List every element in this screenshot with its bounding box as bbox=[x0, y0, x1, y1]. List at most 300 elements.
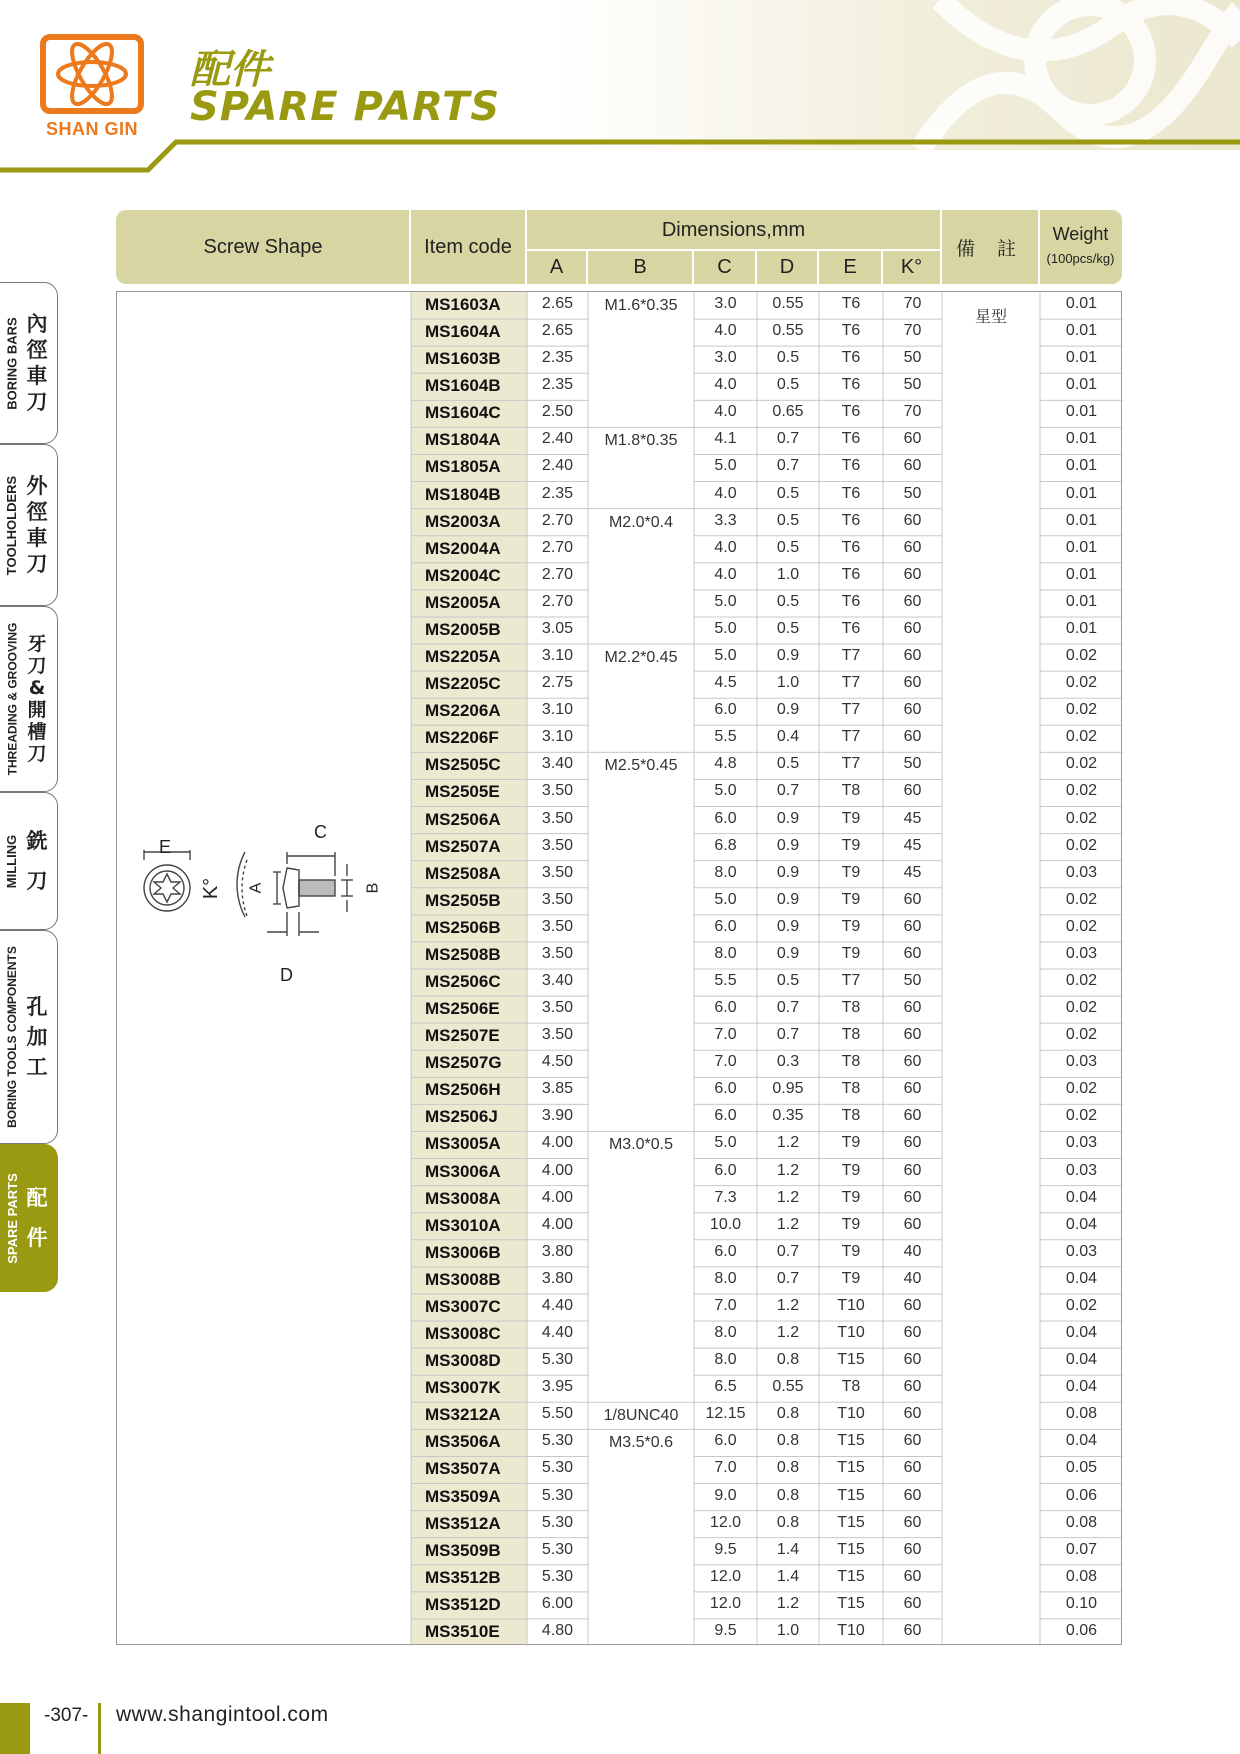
cell-e: T9 bbox=[841, 944, 861, 962]
table-row bbox=[117, 834, 1123, 861]
item-code: MS3212A bbox=[425, 1405, 501, 1425]
cell-a: 2.35 bbox=[541, 349, 574, 367]
cell-weight: 0.01 bbox=[1065, 565, 1098, 583]
item-code: MS3512B bbox=[425, 1567, 501, 1587]
cell-d: 1.0 bbox=[776, 1621, 800, 1639]
cell-weight: 0.05 bbox=[1065, 1459, 1098, 1477]
cell-a: 4.40 bbox=[541, 1324, 574, 1342]
cell-weight: 0.01 bbox=[1065, 403, 1098, 421]
cell-weight: 0.01 bbox=[1065, 484, 1098, 502]
cell-a: 2.70 bbox=[541, 538, 574, 556]
item-code: MS2004A bbox=[425, 538, 501, 558]
cell-weight: 0.02 bbox=[1065, 1296, 1098, 1314]
cell-a: 3.50 bbox=[541, 809, 574, 827]
cell-weight: 0.01 bbox=[1065, 322, 1098, 340]
cell-d: 1.2 bbox=[776, 1324, 800, 1342]
cell-c: 4.5 bbox=[714, 674, 737, 692]
cell-c: 7.0 bbox=[714, 1053, 737, 1071]
cell-k: 60 bbox=[903, 1567, 922, 1585]
cell-e: T15 bbox=[837, 1432, 865, 1450]
item-code: MS2005B bbox=[425, 619, 501, 639]
cell-c: 4.0 bbox=[714, 322, 737, 340]
cell-weight: 0.02 bbox=[1065, 701, 1098, 719]
cell-k: 60 bbox=[903, 1594, 922, 1612]
cell-e: T10 bbox=[837, 1296, 865, 1314]
cell-k: 60 bbox=[903, 1432, 922, 1450]
table-row bbox=[117, 1456, 1123, 1483]
side-tab-label-cn: 銑刀 bbox=[26, 829, 48, 893]
cell-e: T6 bbox=[841, 322, 861, 340]
cell-weight: 0.02 bbox=[1065, 782, 1098, 800]
cell-e: T7 bbox=[841, 755, 861, 773]
cell-a: 3.50 bbox=[541, 944, 574, 962]
cell-weight: 0.04 bbox=[1065, 1269, 1098, 1287]
cell-d: 0.3 bbox=[776, 1053, 800, 1071]
cell-d: 1.4 bbox=[776, 1567, 800, 1585]
cell-weight: 0.04 bbox=[1065, 1351, 1098, 1369]
side-tab-threading[interactable] bbox=[0, 606, 58, 792]
side-tab-boring-components[interactable] bbox=[0, 930, 58, 1144]
cell-d: 1.2 bbox=[776, 1161, 800, 1179]
cell-e: T9 bbox=[841, 1188, 861, 1206]
cell-d: 0.8 bbox=[776, 1405, 800, 1423]
item-code: MS2506J bbox=[425, 1107, 498, 1127]
cell-k: 40 bbox=[903, 1242, 922, 1260]
item-code: MS2506E bbox=[425, 999, 500, 1019]
cell-d: 0.5 bbox=[776, 619, 800, 637]
cell-c: 7.0 bbox=[714, 1459, 737, 1477]
footer-divider bbox=[98, 1703, 101, 1754]
cell-d: 0.5 bbox=[776, 511, 800, 529]
cell-e: T8 bbox=[841, 1107, 861, 1125]
cell-a: 4.00 bbox=[541, 1161, 574, 1179]
cell-k: 50 bbox=[903, 972, 922, 989]
table-row bbox=[117, 1321, 1123, 1348]
cell-b-thread: M1.8*0.35 bbox=[604, 432, 678, 450]
cell-k: 60 bbox=[903, 1324, 922, 1342]
cell-weight: 0.01 bbox=[1065, 538, 1098, 556]
cell-b-thread: 1/8UNC40 bbox=[603, 1407, 679, 1425]
cell-k: 60 bbox=[903, 1459, 922, 1477]
cell-k: 70 bbox=[903, 322, 922, 340]
cell-a: 5.30 bbox=[541, 1513, 574, 1531]
cell-a: 3.10 bbox=[541, 701, 574, 719]
cell-e: T6 bbox=[841, 457, 861, 475]
cell-weight: 0.04 bbox=[1065, 1378, 1098, 1396]
cell-d: 0.8 bbox=[776, 1513, 800, 1531]
cell-c: 8.0 bbox=[714, 1324, 737, 1342]
col-e: E bbox=[843, 255, 857, 278]
cell-weight: 0.07 bbox=[1065, 1540, 1098, 1558]
cell-k: 60 bbox=[903, 619, 922, 637]
cell-weight: 0.03 bbox=[1065, 863, 1098, 881]
item-code: MS2508A bbox=[425, 863, 501, 883]
cell-c: 6.5 bbox=[714, 1378, 737, 1396]
cell-k: 60 bbox=[903, 1107, 922, 1125]
cell-a: 3.50 bbox=[541, 863, 574, 881]
table-row bbox=[117, 617, 1123, 644]
item-code: MS2505E bbox=[425, 782, 500, 802]
cell-a: 3.80 bbox=[541, 1269, 574, 1287]
cell-d: 0.9 bbox=[776, 701, 800, 719]
cell-c: 6.0 bbox=[714, 1080, 737, 1098]
cell-weight: 0.02 bbox=[1065, 755, 1098, 773]
table-row bbox=[117, 807, 1123, 834]
table-row bbox=[117, 319, 1123, 346]
diagram-label-k: K° bbox=[200, 877, 223, 900]
item-code: MS3507A bbox=[425, 1459, 501, 1479]
col-item-code: Item code bbox=[424, 235, 512, 258]
cell-a: 5.30 bbox=[541, 1567, 574, 1585]
cell-b-thread: M2.0*0.4 bbox=[608, 513, 674, 531]
cell-k: 60 bbox=[903, 1351, 922, 1369]
table-row bbox=[117, 482, 1123, 509]
page-number: -307- bbox=[44, 1705, 89, 1726]
table-row bbox=[117, 671, 1123, 698]
cell-b-thread: M2.2*0.45 bbox=[604, 649, 678, 667]
col-c: C bbox=[717, 255, 732, 278]
table-row bbox=[117, 1186, 1123, 1213]
cell-k: 40 bbox=[903, 1269, 922, 1287]
cell-d: 0.65 bbox=[772, 403, 804, 421]
cell-e: T9 bbox=[841, 1215, 861, 1233]
cell-d: 0.8 bbox=[776, 1459, 800, 1477]
cell-c: 6.0 bbox=[714, 1161, 737, 1179]
cell-a: 5.30 bbox=[541, 1486, 574, 1504]
cell-weight: 0.02 bbox=[1065, 999, 1098, 1017]
cell-a: 3.50 bbox=[541, 917, 574, 935]
cell-k: 60 bbox=[903, 944, 922, 962]
cell-c: 4.0 bbox=[714, 376, 737, 394]
cell-a: 5.30 bbox=[541, 1540, 574, 1558]
cell-a: 3.90 bbox=[541, 1107, 574, 1125]
col-weight: Weight bbox=[1052, 223, 1109, 244]
cell-k: 60 bbox=[903, 890, 922, 908]
cell-d: 0.7 bbox=[776, 457, 800, 475]
cell-k: 60 bbox=[903, 1540, 922, 1558]
cell-k: 60 bbox=[903, 1621, 922, 1639]
cell-e: T15 bbox=[837, 1513, 865, 1531]
cell-d: 0.7 bbox=[776, 1026, 800, 1044]
table-row bbox=[117, 1511, 1123, 1538]
cell-weight: 0.04 bbox=[1065, 1188, 1098, 1206]
col-screw-shape: Screw Shape bbox=[203, 235, 323, 258]
cell-a: 3.50 bbox=[541, 782, 574, 800]
cell-c: 4.0 bbox=[714, 403, 737, 421]
table-row bbox=[117, 1077, 1123, 1104]
cell-k: 60 bbox=[903, 782, 922, 800]
cell-c: 6.8 bbox=[714, 836, 737, 854]
cell-e: T7 bbox=[841, 972, 861, 989]
item-code: MS2507E bbox=[425, 1026, 500, 1046]
cell-c: 4.0 bbox=[714, 538, 737, 556]
cell-d: 0.5 bbox=[776, 376, 800, 394]
table-row bbox=[117, 725, 1123, 752]
cell-d: 0.7 bbox=[776, 782, 800, 800]
item-code: MS2004C bbox=[425, 565, 501, 585]
cell-c: 5.0 bbox=[714, 457, 737, 475]
cell-weight: 0.01 bbox=[1065, 376, 1098, 394]
item-code: MS2508B bbox=[425, 944, 501, 964]
item-code: MS3007K bbox=[425, 1378, 501, 1398]
cell-c: 8.0 bbox=[714, 1351, 737, 1369]
table-row bbox=[117, 346, 1123, 373]
item-code: MS3007C bbox=[425, 1296, 501, 1316]
cell-e: T7 bbox=[841, 728, 861, 746]
table-row bbox=[117, 454, 1123, 481]
cell-k: 60 bbox=[903, 1513, 922, 1531]
cell-c: 6.0 bbox=[714, 999, 737, 1017]
cell-a: 3.50 bbox=[541, 999, 574, 1017]
cell-c: 6.0 bbox=[714, 809, 737, 827]
item-code: MS3008A bbox=[425, 1188, 501, 1208]
side-tab-label-cn: 孔加工 bbox=[26, 995, 48, 1079]
table-row bbox=[117, 1213, 1123, 1240]
item-code: MS2205C bbox=[425, 674, 501, 694]
diagram-label-a: A bbox=[247, 882, 265, 894]
cell-weight: 0.01 bbox=[1065, 349, 1098, 367]
cell-c: 5.5 bbox=[714, 728, 737, 746]
table-row bbox=[117, 1484, 1123, 1511]
cell-d: 0.7 bbox=[776, 1269, 800, 1287]
cell-c: 5.0 bbox=[714, 782, 737, 800]
cell-c: 10.0 bbox=[709, 1215, 742, 1233]
cell-weight: 0.03 bbox=[1065, 1053, 1098, 1071]
cell-a: 3.50 bbox=[541, 890, 574, 908]
cell-c: 4.0 bbox=[714, 484, 737, 502]
table-row bbox=[117, 779, 1123, 806]
col-k: K° bbox=[900, 255, 923, 278]
cell-weight: 0.02 bbox=[1065, 890, 1098, 908]
cell-k: 60 bbox=[903, 999, 922, 1017]
cell-k: 50 bbox=[903, 755, 922, 773]
item-code: MS2507A bbox=[425, 836, 501, 856]
col-dimensions: Dimensions,mm bbox=[661, 218, 806, 241]
item-code: MS1805A bbox=[425, 457, 501, 477]
cell-d: 0.7 bbox=[776, 999, 800, 1017]
cell-k: 60 bbox=[903, 1080, 922, 1098]
item-code: MS3008C bbox=[425, 1324, 501, 1344]
cell-weight: 0.02 bbox=[1065, 917, 1098, 935]
side-tab-label-cn: 內徑車刀 bbox=[26, 312, 48, 414]
cell-a: 3.85 bbox=[541, 1080, 574, 1098]
col-remark: 備 註 bbox=[955, 237, 1025, 260]
table-body bbox=[116, 291, 1122, 1645]
cell-a: 3.10 bbox=[541, 647, 574, 665]
col-weight-unit: (100pcs/kg) bbox=[1046, 250, 1115, 266]
side-tab-label: BORING BARS bbox=[4, 316, 20, 410]
cell-weight: 0.01 bbox=[1065, 511, 1098, 529]
cell-a: 3.80 bbox=[541, 1242, 574, 1260]
cell-e: T15 bbox=[837, 1351, 865, 1369]
table-row bbox=[117, 861, 1123, 888]
cell-d: 0.9 bbox=[776, 836, 800, 854]
side-tab-label: SPARE PARTS bbox=[4, 1172, 20, 1264]
cell-k: 60 bbox=[903, 1188, 922, 1206]
cell-a: 3.50 bbox=[541, 1026, 574, 1044]
side-tab-label: MILLING bbox=[4, 834, 20, 888]
item-code: MS1804A bbox=[425, 430, 501, 450]
table-row bbox=[117, 373, 1123, 400]
cell-a: 2.70 bbox=[541, 565, 574, 583]
cell-weight: 0.01 bbox=[1065, 295, 1098, 312]
cell-k: 45 bbox=[903, 809, 922, 827]
cell-d: 0.5 bbox=[776, 755, 800, 773]
table-row bbox=[117, 1294, 1123, 1321]
cell-a: 4.00 bbox=[541, 1215, 574, 1233]
side-tab-label: THREADING & GROOVING bbox=[5, 622, 20, 776]
cell-weight: 0.02 bbox=[1065, 728, 1098, 746]
cell-c: 3.0 bbox=[714, 295, 737, 312]
cell-d: 0.8 bbox=[776, 1486, 800, 1504]
cell-e: T9 bbox=[841, 836, 861, 854]
cell-e: T6 bbox=[841, 538, 861, 556]
cell-d: 0.9 bbox=[776, 944, 800, 962]
cell-a: 3.40 bbox=[541, 755, 574, 773]
cell-k: 60 bbox=[903, 1134, 922, 1152]
cell-weight: 0.01 bbox=[1065, 619, 1098, 637]
cell-c: 4.1 bbox=[714, 430, 737, 448]
cell-e: T8 bbox=[841, 1378, 861, 1396]
cell-c: 5.0 bbox=[714, 647, 737, 665]
cell-a: 5.30 bbox=[541, 1351, 574, 1369]
cell-weight: 0.02 bbox=[1065, 836, 1098, 854]
item-code: MS2505C bbox=[425, 755, 501, 775]
cell-e: T10 bbox=[837, 1405, 865, 1423]
cell-k: 60 bbox=[903, 511, 922, 529]
cell-k: 60 bbox=[903, 917, 922, 935]
cell-c: 6.0 bbox=[714, 1432, 737, 1450]
table-row bbox=[117, 590, 1123, 617]
item-code: MS2206F bbox=[425, 728, 499, 748]
cell-e: T15 bbox=[837, 1486, 865, 1504]
side-tab-spare-parts[interactable] bbox=[0, 1144, 58, 1292]
table-row bbox=[117, 536, 1123, 563]
cell-k: 60 bbox=[903, 701, 922, 719]
cell-a: 3.40 bbox=[541, 972, 574, 989]
cell-weight: 0.03 bbox=[1065, 1242, 1098, 1260]
cell-e: T9 bbox=[841, 917, 861, 935]
item-code: MS2505B bbox=[425, 890, 501, 910]
cell-c: 7.0 bbox=[714, 1026, 737, 1044]
cell-d: 0.55 bbox=[772, 295, 804, 312]
item-code: MS1604B bbox=[425, 376, 501, 396]
item-code: MS2205A bbox=[425, 647, 501, 667]
cell-a: 2.65 bbox=[541, 322, 574, 340]
cell-k: 60 bbox=[903, 674, 922, 692]
cell-k: 45 bbox=[903, 863, 922, 881]
header-divider bbox=[0, 0, 1240, 175]
cell-a: 5.50 bbox=[541, 1405, 574, 1423]
cell-weight: 0.04 bbox=[1065, 1432, 1098, 1450]
cell-d: 0.9 bbox=[776, 647, 800, 665]
cell-b-thread: M1.6*0.35 bbox=[604, 297, 678, 314]
side-tab-boring-bars[interactable] bbox=[0, 282, 58, 444]
footer-accent bbox=[0, 1703, 30, 1754]
cell-e: T10 bbox=[837, 1324, 865, 1342]
cell-e: T8 bbox=[841, 782, 861, 800]
cell-d: 0.8 bbox=[776, 1432, 800, 1450]
cell-b-thread: M2.5*0.45 bbox=[604, 757, 678, 775]
item-code: MS2003A bbox=[425, 511, 501, 531]
cell-k: 60 bbox=[903, 1053, 922, 1071]
item-code: MS1603A bbox=[425, 295, 501, 314]
cell-weight: 0.01 bbox=[1065, 457, 1098, 475]
cell-e: T8 bbox=[841, 1026, 861, 1044]
cell-d: 0.5 bbox=[776, 349, 800, 367]
cell-k: 60 bbox=[903, 538, 922, 556]
cell-a: 3.95 bbox=[541, 1378, 574, 1396]
cell-d: 1.2 bbox=[776, 1594, 800, 1612]
table-row bbox=[117, 1619, 1123, 1646]
cell-d: 1.0 bbox=[776, 674, 800, 692]
item-code: MS2506A bbox=[425, 809, 501, 829]
cell-k: 60 bbox=[903, 1161, 922, 1179]
cell-weight: 0.02 bbox=[1065, 809, 1098, 827]
cell-d: 0.9 bbox=[776, 917, 800, 935]
table-row bbox=[117, 1050, 1123, 1077]
cell-k: 60 bbox=[903, 430, 922, 448]
cell-k: 60 bbox=[903, 457, 922, 475]
table-row bbox=[117, 1592, 1123, 1619]
side-tab-milling[interactable] bbox=[0, 792, 58, 930]
cell-weight: 0.10 bbox=[1065, 1594, 1098, 1612]
side-tab-label-cn: 外徑車刀 bbox=[26, 474, 48, 576]
cell-weight: 0.02 bbox=[1065, 972, 1098, 989]
col-b: B bbox=[633, 255, 647, 278]
item-code: MS3506A bbox=[425, 1432, 501, 1452]
cell-c: 12.0 bbox=[709, 1594, 742, 1612]
cell-weight: 0.03 bbox=[1065, 1161, 1098, 1179]
cell-a: 2.40 bbox=[541, 430, 574, 448]
cell-c: 8.0 bbox=[714, 863, 737, 881]
cell-c: 9.5 bbox=[714, 1540, 737, 1558]
cell-weight: 0.06 bbox=[1065, 1621, 1098, 1639]
cell-e: T6 bbox=[841, 619, 861, 637]
cell-weight: 0.02 bbox=[1065, 1107, 1098, 1125]
diagram-label-b: B bbox=[364, 882, 382, 894]
cell-d: 0.9 bbox=[776, 863, 800, 881]
item-code: MS3512A bbox=[425, 1513, 501, 1533]
cell-k: 70 bbox=[903, 295, 922, 312]
cell-d: 0.55 bbox=[772, 322, 804, 340]
brand-name: SHAN GIN bbox=[45, 119, 138, 139]
cell-e: T15 bbox=[837, 1567, 865, 1585]
cell-e: T8 bbox=[841, 1080, 861, 1098]
cell-weight: 0.01 bbox=[1065, 430, 1098, 448]
cell-e: T6 bbox=[841, 484, 861, 502]
cell-e: T7 bbox=[841, 647, 861, 665]
cell-c: 3.0 bbox=[714, 349, 737, 367]
cell-e: T6 bbox=[841, 430, 861, 448]
cell-c: 12.15 bbox=[705, 1405, 746, 1423]
cell-e: T8 bbox=[841, 999, 861, 1017]
table-row bbox=[117, 1565, 1123, 1592]
cell-k: 50 bbox=[903, 376, 922, 394]
cell-k: 60 bbox=[903, 592, 922, 610]
side-tab-toolholders[interactable] bbox=[0, 444, 58, 606]
cell-d: 0.8 bbox=[776, 1351, 800, 1369]
cell-k: 60 bbox=[903, 647, 922, 665]
cell-d: 0.5 bbox=[776, 484, 800, 502]
cell-c: 4.8 bbox=[714, 755, 737, 773]
cell-a: 3.10 bbox=[541, 728, 574, 746]
table-row bbox=[117, 1348, 1123, 1375]
cell-e: T8 bbox=[841, 1053, 861, 1071]
table-row bbox=[117, 942, 1123, 969]
cell-weight: 0.02 bbox=[1065, 1026, 1098, 1044]
website-link[interactable]: www.shangintool.com bbox=[116, 1703, 329, 1726]
